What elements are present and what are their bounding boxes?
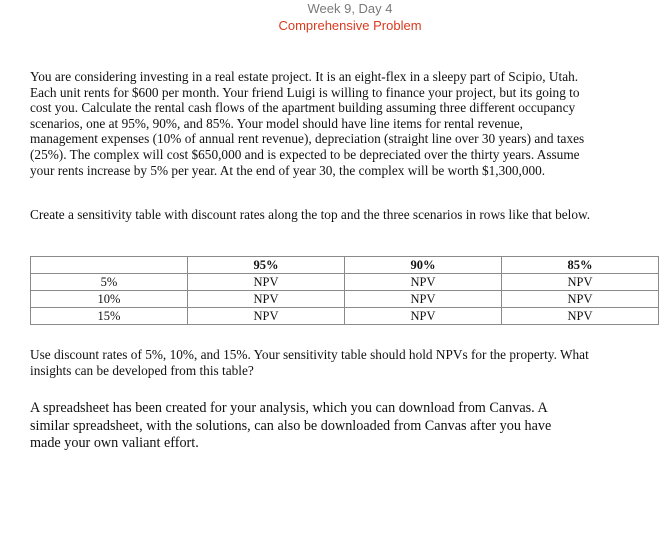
intro-paragraph [30,69,666,178]
discount-line: insights can be developed from this table? [30,362,254,378]
intro-line: Each unit rents for $600 per month. Your friend Luigi is willing to finance your project, but its going to [30,84,580,100]
table-cell: NPV [188,274,345,291]
document-title: Comprehensive Problem [278,18,422,33]
discount-line: Use discount rates of 5%, 10%, and 15%. Your sensitivity table should hold NPVs for the property. What [30,347,589,362]
table-cell: NPV [188,308,345,325]
intro-line: (25%). The complex will cost $650,000 and is expected to be depreciated over the thirty years. Assume [30,146,580,162]
table-cell: NPV [188,291,345,308]
spreadsheet-line: A spreadsheet has been created for your analysis, which you can download from Canvas. A [30,400,548,416]
column-header-85: 85% [502,257,659,274]
table-row [31,308,659,325]
column-header-90: 90% [345,257,502,274]
row-label-15: 15% [31,308,188,325]
table-cell: NPV [345,308,502,325]
table-instruction: Create a sensitivity table with discount rates along the top and the three scenarios in rows like that below. [30,207,591,222]
table-cell: NPV [502,274,659,291]
row-label-10: 10% [31,291,188,308]
column-header-95: 95% [188,257,345,274]
table-cell: NPV [502,308,659,325]
table-corner-cell [31,257,188,274]
table-row [31,274,659,291]
intro-line: You are considering investing in a real estate project. It is an eight-flex in a sleepy part of Scipio, Utah. [30,69,579,84]
spreadsheet-paragraph [30,400,630,453]
sensitivity-table [30,256,659,325]
table-cell: NPV [345,274,502,291]
discount-paragraph [30,347,666,378]
table-row [31,291,659,308]
table-header-row [31,257,659,274]
spreadsheet-line: made your own valiant effort. [30,435,199,451]
intro-line: scenarios, one at 95%, 90%, and 85%. Your model should have line items for rental revenue, [30,115,523,131]
row-label-5: 5% [31,274,188,291]
intro-line: cost you. Calculate the rental cash flows of the apartment building assuming three different occupancy [30,100,576,116]
table-cell: NPV [502,291,659,308]
week-label: Week 9, Day 4 [307,1,393,16]
intro-line: your rents increase by 5% per year. At the end of year 30, the complex will be worth $1,300,000. [30,162,546,178]
spreadsheet-line: similar spreadsheet, with the solutions, can also be downloaded from Canvas after you have [30,417,552,434]
intro-line: management expenses (10% of annual rent revenue), depreciation (straight line over 30 years) and taxes [30,131,585,147]
table-cell: NPV [345,291,502,308]
